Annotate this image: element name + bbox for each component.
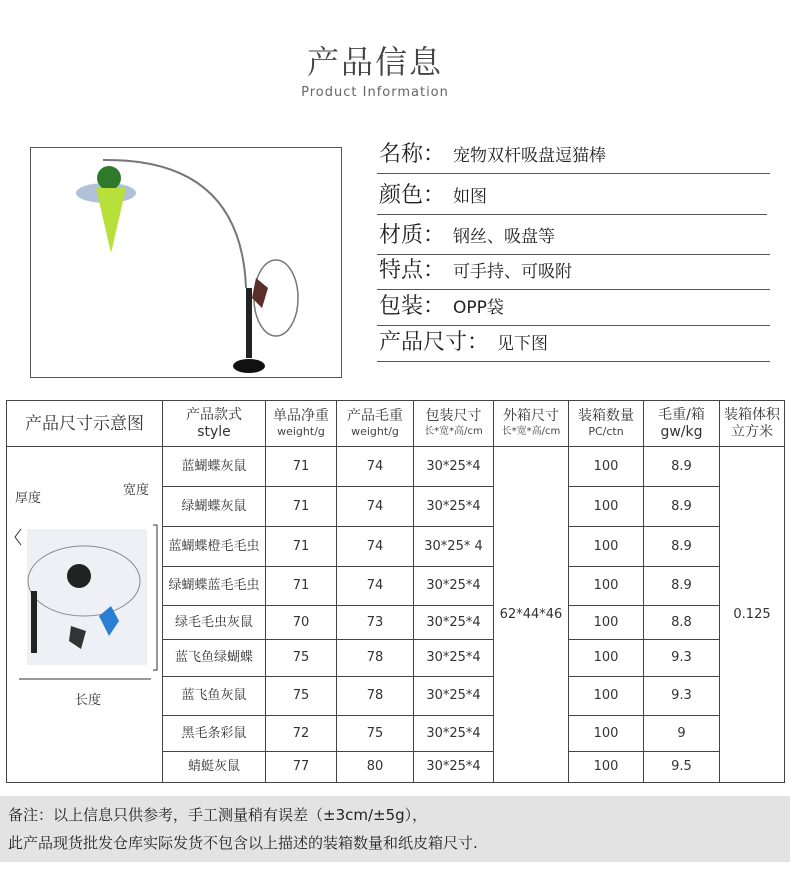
cell-qty: 100 [569, 567, 644, 606]
cell-gw: 8.9 [644, 567, 720, 606]
cell-gross: 73 [337, 606, 414, 640]
col-header-pack: 包装尺寸 长*宽*高/cm [414, 401, 494, 447]
diagram-header: 产品尺寸示意图 [7, 401, 163, 447]
cell-qty: 100 [569, 677, 644, 716]
info-size: 产品尺寸： 见下图 [377, 328, 770, 362]
cell-pack: 30*25*4 [414, 640, 494, 677]
cell-gw: 9.3 [644, 640, 720, 677]
carton-size: 62*44*46 [494, 447, 569, 783]
cell-qty: 100 [569, 716, 644, 752]
cell-qty: 100 [569, 527, 644, 567]
length-label: 长度 [75, 693, 102, 708]
width-label: 宽度 [123, 483, 150, 498]
cell-style: 黑毛条彩鼠 [163, 716, 266, 752]
product-photo [30, 147, 342, 378]
page-title: 产品信息 [306, 43, 443, 81]
cell-gross: 78 [337, 640, 414, 677]
info-material: 材质： 钢丝、吸盘等 [377, 221, 770, 255]
col-header-carton: 外箱尺寸 长*宽*高/cm [494, 401, 569, 447]
cell-gw: 8.8 [644, 606, 720, 640]
footer-note: 备注：以上信息只供参考，手工测量稍有误差（±3cm/±5g）， 此产品现货批发仓库实际发货不包含以上描述的装箱数量和纸皮箱尺寸. [0, 796, 790, 862]
page-subtitle: Product Information [301, 85, 449, 100]
info-name: 名称： 宠物双杆吸盘逗猫棒 [377, 140, 770, 174]
col-header-net: 单品净重 weight/g [266, 401, 337, 447]
cell-pack: 30*25*4 [414, 487, 494, 527]
cell-net: 75 [266, 640, 337, 677]
cell-gross: 80 [337, 752, 414, 783]
cell-pack: 30*25*4 [414, 716, 494, 752]
table-row [7, 447, 785, 487]
info-features: 特点： 可手持、可吸附 [377, 256, 770, 290]
cell-gross: 78 [337, 677, 414, 716]
cell-pack: 30*25*4 [414, 606, 494, 640]
cell-style: 蓝蝴蝶灰鼠 [163, 447, 266, 487]
cell-style: 蓝蝴蝶橙毛毛虫 [163, 527, 266, 567]
cell-net: 71 [266, 527, 337, 567]
cell-net: 77 [266, 752, 337, 783]
info-color: 颜色： 如图 [377, 181, 767, 215]
cell-gw: 9.3 [644, 677, 720, 716]
table-header [7, 401, 785, 447]
cell-net: 71 [266, 447, 337, 487]
cell-gross: 74 [337, 487, 414, 527]
cell-qty: 100 [569, 640, 644, 677]
cell-style: 蓝飞鱼灰鼠 [163, 677, 266, 716]
col-header-qty: 装箱数量 PC/ctn [569, 401, 644, 447]
cell-gross: 74 [337, 567, 414, 606]
cell-pack: 30*25*4 [414, 567, 494, 606]
cell-pack: 30*25*4 [414, 677, 494, 716]
thickness-label: 厚度 [15, 491, 42, 506]
cell-qty: 100 [569, 487, 644, 527]
cell-gw: 8.9 [644, 487, 720, 527]
cell-net: 72 [266, 716, 337, 752]
cell-gross: 75 [337, 716, 414, 752]
cell-style: 绿蝴蝶蓝毛毛虫 [163, 567, 266, 606]
col-header-style: 产品款式 style [163, 401, 266, 447]
info-packaging: 包装： OPP袋 [377, 292, 770, 326]
col-header-volume: 装箱体积 立方米 [720, 401, 785, 447]
spec-table [6, 400, 785, 783]
cell-net: 70 [266, 606, 337, 640]
cell-pack: 30*25* 4 [414, 527, 494, 567]
package-image [9, 521, 159, 685]
cell-style: 绿蝴蝶灰鼠 [163, 487, 266, 527]
cell-qty: 100 [569, 447, 644, 487]
cell-qty: 100 [569, 606, 644, 640]
cell-gross: 74 [337, 447, 414, 487]
cell-qty: 100 [569, 752, 644, 783]
cell-pack: 30*25*4 [414, 752, 494, 783]
cell-gw: 8.9 [644, 447, 720, 487]
cell-net: 75 [266, 677, 337, 716]
cell-style: 绿毛毛虫灰鼠 [163, 606, 266, 640]
cell-gross: 74 [337, 527, 414, 567]
cell-pack: 30*25*4 [414, 447, 494, 487]
col-header-gross: 产品毛重 weight/g [337, 401, 414, 447]
cell-gw: 9 [644, 716, 720, 752]
carton-volume: 0.125 [720, 447, 785, 783]
cell-net: 71 [266, 567, 337, 606]
cell-gw: 9.5 [644, 752, 720, 783]
col-header-gw: 毛重/箱 gw/kg [644, 401, 720, 447]
cell-gw: 8.9 [644, 527, 720, 567]
size-diagram [7, 447, 163, 783]
cell-style: 蜻蜓灰鼠 [163, 752, 266, 783]
cell-net: 71 [266, 487, 337, 527]
cell-style: 蓝飞鱼绿蝴蝶 [163, 640, 266, 677]
